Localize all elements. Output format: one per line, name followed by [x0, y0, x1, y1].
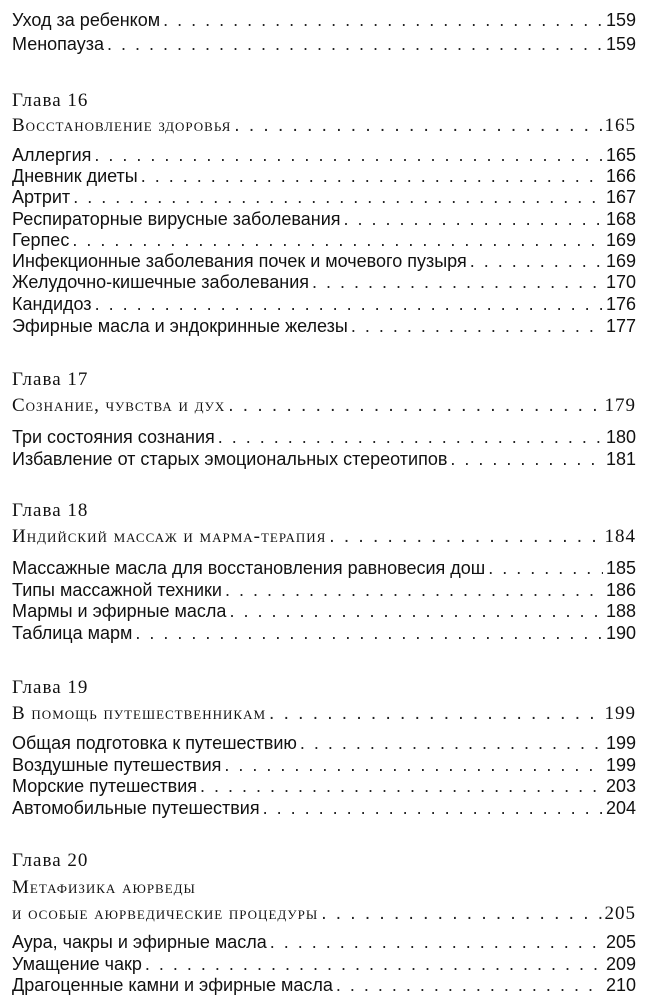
- dot-leader: [329, 525, 601, 549]
- toc-entry-title: Таблица марм: [12, 623, 133, 643]
- toc-entry-page: 204: [605, 798, 636, 818]
- toc-entry-page: 169: [605, 230, 636, 250]
- toc-entry: [12, 270, 636, 294]
- chapter-page: 179: [604, 395, 636, 416]
- toc-entry-page: 170: [605, 272, 636, 292]
- toc-entry-page: 165: [605, 145, 636, 165]
- toc-entry-title: Желудочно-кишечные заболевания: [12, 272, 310, 292]
- dot-leader: [300, 731, 603, 755]
- toc-entry-page: 181: [605, 449, 636, 469]
- chapter-title-line: [12, 902, 636, 926]
- toc-entry-page: 188: [605, 601, 636, 621]
- chapter-title-line: [12, 525, 636, 549]
- chapter-label: Глава 20: [12, 850, 89, 871]
- dot-leader: [73, 185, 603, 209]
- chapter-label: Глава 19: [12, 677, 89, 698]
- chapter-page: 165: [604, 115, 636, 136]
- toc-entry-title: Инфекционные заболевания почек и мочевого пузыря: [12, 251, 467, 271]
- toc-entry-title: Три состояния сознания: [12, 427, 215, 447]
- chapter-label: Глава 17: [12, 369, 89, 390]
- toc-entry-page: 203: [605, 776, 636, 796]
- toc-entry-title: Умащение чакр: [12, 954, 142, 974]
- toc-entry-title: Герпес: [12, 230, 70, 250]
- chapter-title-line: [12, 702, 636, 726]
- toc-entry-title: Респираторные вирусные заболевания: [12, 209, 341, 229]
- toc-entry-title: Аллергия: [12, 145, 92, 165]
- toc-entry-title: Дневник диеты: [12, 166, 138, 186]
- toc-entry: [12, 731, 636, 755]
- toc-entry-title: Менопауза: [12, 34, 104, 54]
- toc-entry: [12, 447, 636, 471]
- chapter-title: Сознание, чувства и дух: [12, 395, 226, 416]
- dot-leader: [234, 114, 601, 138]
- toc-entry-title: Уход за ребенком: [12, 10, 161, 30]
- toc-entry-title: Массажные масла для восстановления равновесия дош: [12, 558, 486, 578]
- toc-entry: [12, 796, 636, 820]
- chapter-title-line: [12, 114, 636, 138]
- toc-entry-page: 199: [605, 733, 636, 753]
- toc-entry-title: Мармы и эфирные масла: [12, 601, 227, 621]
- toc-entry: [12, 973, 636, 997]
- toc-entry-title: Общая подготовка к путешествию: [12, 733, 297, 753]
- toc-entry-title: Воздушные путешествия: [12, 755, 222, 775]
- dot-leader: [351, 314, 603, 338]
- toc-entry-title: Избавление от старых эмоциональных стереотипов: [12, 449, 448, 469]
- chapter-title: и особые аюрведические процедуры: [12, 903, 319, 924]
- toc-entry-title: Кандидоз: [12, 294, 92, 314]
- toc-entry: [12, 425, 636, 449]
- dot-leader: [321, 902, 601, 926]
- dot-leader: [200, 774, 603, 798]
- toc-entry: [12, 556, 636, 580]
- toc-entry-title: Артрит: [12, 187, 71, 207]
- toc-entry-page: 168: [605, 209, 636, 229]
- chapter-title: Восстановление здоровья: [12, 115, 232, 136]
- toc-entry-page: 199: [605, 755, 636, 775]
- dot-leader: [269, 702, 601, 726]
- dot-leader: [228, 394, 601, 418]
- toc-entry: [12, 314, 636, 338]
- dot-leader: [312, 270, 603, 294]
- chapter-title-line1: Метафизика аюрведы: [12, 877, 196, 898]
- toc-entry: [12, 599, 636, 623]
- toc-entry-page: 166: [605, 166, 636, 186]
- toc-entry-page: 177: [605, 316, 636, 336]
- toc-entry-page: 167: [605, 187, 636, 207]
- dot-leader: [163, 8, 603, 32]
- toc-entry: [12, 292, 636, 316]
- toc-entry-page: 205: [605, 932, 636, 952]
- chapter-page: 205: [604, 903, 636, 924]
- toc-entry-page: 209: [605, 954, 636, 974]
- chapter-title: Индийский массаж и марма-терапия: [12, 526, 327, 547]
- toc-entry: [12, 930, 636, 954]
- toc-entry-title: Эфирные масла и эндокринные железы: [12, 316, 348, 336]
- toc-entry-page: 186: [605, 580, 636, 600]
- toc-entry-page: 176: [605, 294, 636, 314]
- toc-entry-page: 159: [605, 34, 636, 54]
- toc-entry: [12, 32, 636, 56]
- dot-leader: [488, 556, 603, 580]
- toc-entry-title: Типы массажной техники: [12, 580, 222, 600]
- dot-leader: [270, 930, 603, 954]
- toc-entry: [12, 185, 636, 209]
- toc-entry: [12, 621, 636, 645]
- toc-entry-title: Аура, чакры и эфирные масла: [12, 932, 267, 952]
- toc-entry-page: 185: [605, 558, 636, 578]
- chapter-page: 199: [604, 703, 636, 724]
- toc-entry-page: 159: [605, 10, 636, 30]
- chapter-label: Глава 18: [12, 500, 89, 521]
- toc-entry: [12, 8, 636, 32]
- toc-entry-title: Морские путешествия: [12, 776, 198, 796]
- dot-leader: [336, 973, 603, 997]
- chapter-page: 184: [604, 526, 636, 547]
- dot-leader: [263, 796, 603, 820]
- toc-entry-title: Драгоценные камни и эфирные масла: [12, 975, 333, 995]
- dot-leader: [450, 447, 603, 471]
- toc-entry-title: Автомобильные путешествия: [12, 798, 260, 818]
- dot-leader: [95, 292, 603, 316]
- dot-leader: [229, 599, 603, 623]
- chapter-title-line: [12, 394, 636, 418]
- toc-entry-page: 190: [605, 623, 636, 643]
- toc-entry-page: 169: [605, 251, 636, 271]
- toc-entry-page: 180: [605, 427, 636, 447]
- dot-leader: [218, 425, 603, 449]
- toc-entry-page: 210: [605, 975, 636, 995]
- chapter-label: Глава 16: [12, 90, 89, 111]
- dot-leader: [135, 621, 603, 645]
- dot-leader: [107, 32, 603, 56]
- chapter-title: В помощь путешественникам: [12, 703, 267, 724]
- toc-entry: [12, 774, 636, 798]
